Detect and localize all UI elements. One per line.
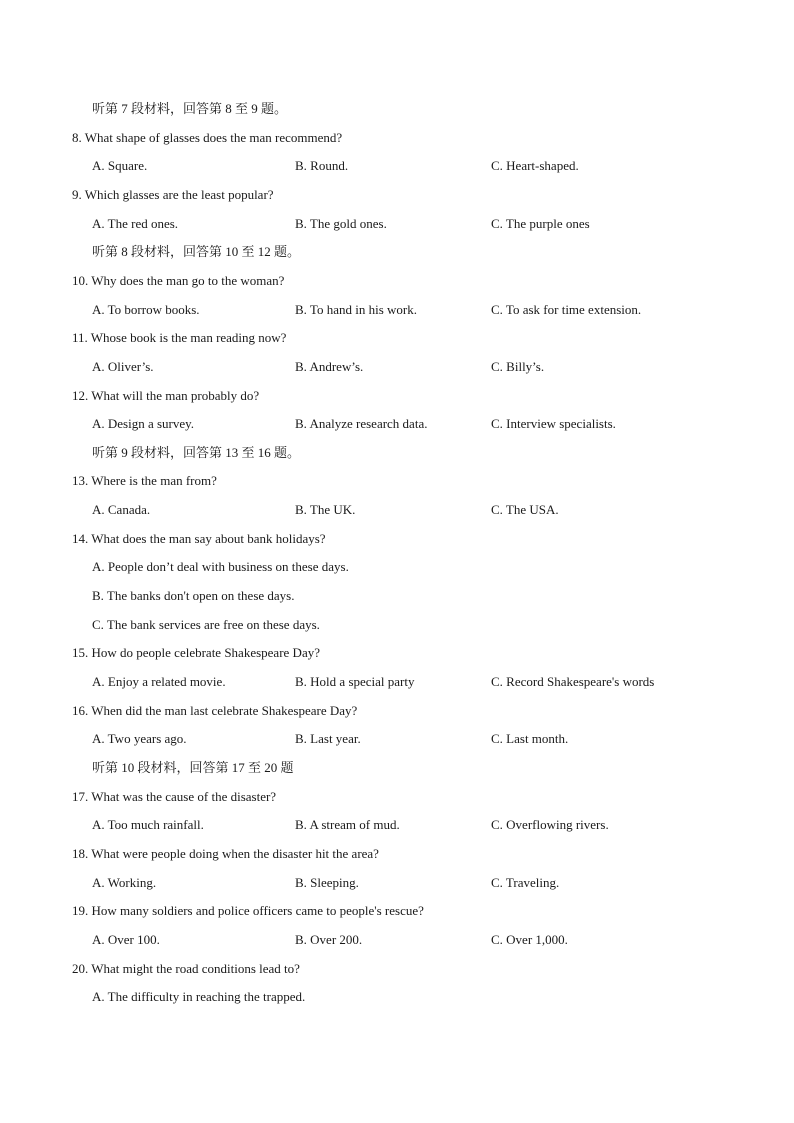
answer-option-a: A. Oliver’s.	[92, 359, 154, 374]
answer-option: A. People don’t deal with business on these days.	[92, 559, 349, 574]
question-text: 14. What does the man say about bank holidays?	[72, 531, 326, 546]
answer-option-c: C. Interview specialists.	[491, 416, 616, 431]
section-instruction: 听第 10 段材料，回答第 17 至 20 题	[92, 760, 294, 775]
answer-option-b: B. Andrew’s.	[295, 359, 364, 374]
answer-option-a: A. Over 100.	[92, 932, 160, 947]
answer-option-a: A. Working.	[92, 875, 157, 890]
section-instruction: 听第 9 段材料，回答第 13 至 16 题。	[92, 445, 301, 460]
answer-option-b: B. Hold a special party	[295, 674, 415, 689]
options-row	[92, 302, 732, 318]
answer-option: A. The difficulty in reaching the trapped.	[92, 989, 306, 1004]
options-row	[92, 416, 732, 432]
question-text: 9. Which glasses are the least popular?	[72, 187, 274, 202]
options-row	[92, 359, 732, 375]
answer-option-c: C. Overflowing rivers.	[491, 817, 609, 832]
answer-option-a: A. Enjoy a related movie.	[92, 674, 226, 689]
options-row	[92, 817, 732, 833]
answer-option-a: A. Square.	[92, 158, 148, 173]
answer-option-b: B. Sleeping.	[295, 875, 359, 890]
answer-option-a: A. Canada.	[92, 502, 151, 517]
question-text: 18. What were people doing when the disaster hit the area?	[72, 846, 379, 861]
answer-option: C. The bank services are free on these days.	[92, 617, 320, 632]
options-row	[92, 216, 732, 232]
options-row	[92, 932, 732, 948]
answer-option-a: A. Two years ago.	[92, 731, 187, 746]
question-text: 8. What shape of glasses does the man recommend?	[72, 130, 343, 145]
answer-option-c: C. Billy’s.	[491, 359, 545, 374]
answer-option-b: B. The UK.	[295, 502, 356, 517]
options-row	[92, 158, 732, 174]
answer-option-b: B. Round.	[295, 158, 349, 173]
question-text: 17. What was the cause of the disaster?	[72, 789, 277, 804]
answer-option-c: C. Record Shakespeare's words	[491, 674, 655, 689]
answer-option: B. The banks don't open on these days.	[92, 588, 295, 603]
question-text: 11. Whose book is the man reading now?	[72, 330, 287, 345]
options-row	[92, 502, 732, 518]
options-row	[92, 674, 732, 690]
section-instruction: 听第 7 段材料，回答第 8 至 9 题。	[92, 101, 288, 116]
answer-option-b: B. To hand in his work.	[295, 302, 417, 317]
answer-option-b: B. A stream of mud.	[295, 817, 400, 832]
answer-option-c: C. The purple ones	[491, 216, 590, 231]
answer-option-b: B. Analyze research data.	[295, 416, 428, 431]
answer-option-b: B. The gold ones.	[295, 216, 387, 231]
answer-option-b: B. Last year.	[295, 731, 361, 746]
question-text: 10. Why does the man go to the woman?	[72, 273, 285, 288]
answer-option-c: C. Traveling.	[491, 875, 560, 890]
answer-option-b: B. Over 200.	[295, 932, 363, 947]
question-text: 12. What will the man probably do?	[72, 388, 260, 403]
answer-option-c: C. Heart-shaped.	[491, 158, 579, 173]
answer-option-c: C. To ask for time extension.	[491, 302, 642, 317]
answer-option-c: C. Over 1,000.	[491, 932, 568, 947]
question-text: 19. How many soldiers and police officers came to people's rescue?	[72, 903, 424, 918]
answer-option-a: A. Design a survey.	[92, 416, 195, 431]
options-row	[92, 731, 732, 747]
options-row	[92, 875, 732, 891]
question-text: 15. How do people celebrate Shakespeare Day?	[72, 645, 320, 660]
answer-option-a: A. Too much rainfall.	[92, 817, 204, 832]
section-instruction: 听第 8 段材料，回答第 10 至 12 题。	[92, 244, 301, 259]
question-text: 20. What might the road conditions lead to?	[72, 961, 300, 976]
question-text: 13. Where is the man from?	[72, 473, 217, 488]
answer-option-c: C. Last month.	[491, 731, 569, 746]
answer-option-a: A. To borrow books.	[92, 302, 200, 317]
question-text: 16. When did the man last celebrate Shakespeare Day?	[72, 703, 358, 718]
answer-option-a: A. The red ones.	[92, 216, 179, 231]
answer-option-c: C. The USA.	[491, 502, 559, 517]
